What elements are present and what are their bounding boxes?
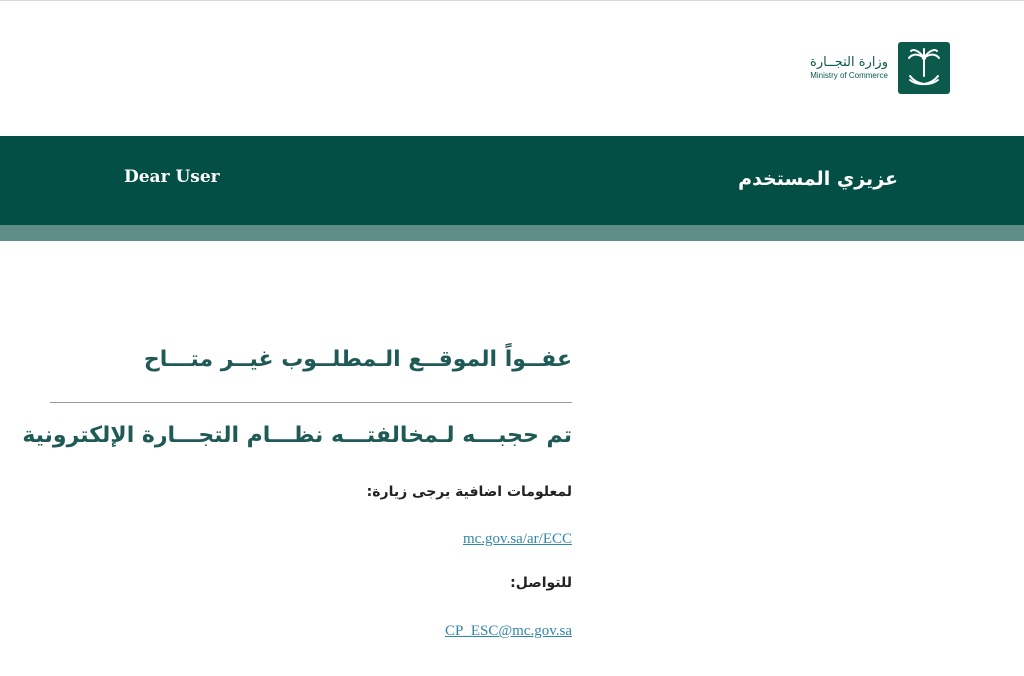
page-title: عفــواً الموقــع الـمطلــوب غيــر متـــاح	[143, 347, 572, 372]
info-label: لمعلومات اضافية يرجى زيارة:	[366, 484, 572, 500]
ministry-logo	[790, 40, 960, 100]
header-strip	[0, 225, 1024, 241]
palm-swords-emblem-icon	[898, 42, 950, 94]
contact-email-link[interactable]: CP_ESC@mc.gov.sa	[444, 623, 572, 639]
contact-label: للتواصل:	[510, 575, 572, 591]
logo-english-name: Ministry of Commerce	[810, 71, 888, 80]
logo-arabic-name: وزارة التجــارة	[810, 55, 888, 70]
logo-text	[810, 55, 888, 81]
top-border	[0, 0, 1024, 1]
greeting-arabic: عزيزي المستخدم	[738, 168, 898, 190]
divider	[50, 402, 572, 403]
info-link[interactable]: mc.gov.sa/ar/ECC	[462, 531, 572, 547]
greeting-english: Dear User	[124, 167, 220, 187]
blocked-reason: تم حجبـــه لـمخالفتـــه نظـــام التجـــارة الإلكترونية	[22, 423, 572, 448]
